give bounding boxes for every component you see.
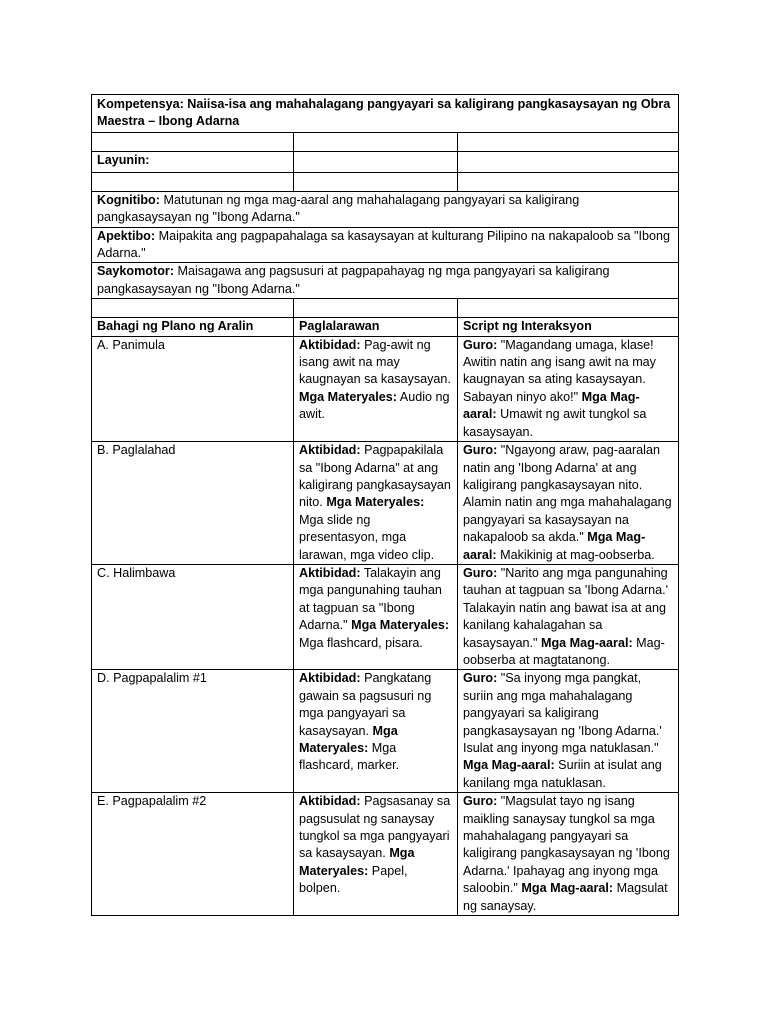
activity-text: Pangkatang gawain sa pagsusuri ng mga pangyayari sa kasaysayan.	[299, 671, 432, 738]
objective-kognitibo	[92, 191, 679, 227]
table-row	[92, 670, 679, 793]
materials-label: Mga Materyales:	[326, 495, 425, 510]
table-row	[92, 336, 679, 441]
students-label: Mga Mag-aaral:	[521, 881, 614, 896]
script-cell	[458, 564, 679, 669]
students-label: Mga Mag-aaral:	[463, 530, 646, 562]
objective-saykomotor	[92, 263, 679, 299]
activity-label: Aktibidad:	[299, 565, 361, 580]
materials-label: Mga Materyales:	[351, 618, 450, 633]
teacher-text: "Magsulat tayo ng isang maikling sanaysay tungkol sa mga mahahalagang pangyayari sa kaligirang pangkasaysayan ng 'Ibong Adarna.' Ipahayag ang inyong mga saloobin."	[463, 794, 670, 896]
objective-label: Kognitibo:	[97, 192, 160, 207]
materials-text: Mga slide ng presentasyon, mga larawan, mga video clip.	[299, 512, 435, 562]
kompetensya-text: Naiisa-isa ang mahahalagang pangyayari sa kaligirang pangkasaysayan ng Obra Maestra – Ibong Adarna	[97, 97, 671, 129]
objective-text: Maisagawa ang pagsusuri at pagpapahayag ng mga pangyayari sa kaligirang pangkasaysayan ng "Ibong Adarna."	[97, 264, 610, 296]
students-label: Mga Mag-aaral:	[540, 635, 633, 650]
materials-text: Mga flashcard, pisara.	[299, 635, 423, 650]
description-cell	[294, 442, 458, 565]
column-header-part: Bahagi ng Plano ng Aralin	[92, 318, 294, 336]
activity-text: Pag-awit ng isang awit na may kaugnayan sa kasaysayan.	[299, 337, 451, 387]
objective-label: Saykomotor:	[97, 264, 174, 279]
teacher-label: Guro:	[463, 671, 498, 686]
lesson-part: E. Pagpapalalim #2	[92, 793, 294, 916]
objective-label: Apektibo:	[97, 228, 156, 243]
students-text: Umawit ng awit tungkol sa kasaysayan.	[463, 407, 647, 439]
column-header-row	[92, 318, 679, 336]
kompetensya-cell	[92, 95, 679, 133]
materials-text: Audio ng awit.	[299, 389, 450, 422]
teacher-label: Guro:	[463, 337, 498, 352]
activity-text: Pagpapakilala sa "Ibong Adarna" at ang kaligirang pangkasaysayan nito.	[299, 443, 451, 510]
lesson-part: D. Pagpapalalim #1	[92, 670, 294, 793]
blank-row	[92, 132, 679, 151]
teacher-label: Guro:	[463, 443, 498, 458]
table-row	[92, 793, 679, 916]
blank-row	[92, 299, 679, 318]
students-text: Magsulat ng sanaysay.	[463, 881, 668, 913]
activity-label: Aktibidad:	[299, 671, 361, 686]
lesson-part: C. Halimbawa	[92, 564, 294, 669]
teacher-text: "Narito ang mga pangunahing tauhan at tagpuan sa 'Ibong Adarna.' Talakayin natin ang bawat isa at ang kanilang kahalagahan sa kasaysayan."	[463, 565, 669, 650]
students-text: Mag-oobserba at magtatanong.	[463, 635, 665, 667]
activity-label: Aktibidad:	[299, 794, 361, 809]
objective-apektibo	[92, 227, 679, 263]
description-cell	[294, 670, 458, 793]
teacher-text: "Sa inyong mga pangkat, suriin ang mga mahahalagang pangyayari sa kaligirang pangkasaysayan ng 'Ibong Adarna.' Isulat ang inyong mga natuklasan."	[463, 671, 662, 755]
materials-label: Mga Materyales:	[299, 723, 398, 755]
column-header-script: Script ng Interaksyon	[458, 318, 679, 336]
kompetensya-row	[92, 95, 679, 133]
students-label: Mga Mag-aaral:	[463, 758, 555, 773]
materials-text: Mga flashcard, marker.	[299, 741, 400, 773]
activity-label: Aktibidad:	[299, 337, 361, 352]
objective-text: Matutunan ng mga mag-aaral ang mahahalagang pangyayari sa kaligirang pangkasaysayan ng "Ibong Adarna."	[97, 192, 580, 225]
materials-text: Papel, bolpen.	[299, 863, 408, 896]
activity-text: Pagsasanay sa pagsusulat ng sanaysay tungkol sa mga pangyayari sa kasaysayan.	[299, 794, 451, 861]
lesson-part: A. Panimula	[92, 336, 294, 441]
column-header-description: Paglalarawan	[294, 318, 458, 336]
activity-text: Talakayin ang mga pangunahing tauhan at tagpuan sa "Ibong Adarna."	[299, 565, 442, 633]
students-label: Mga Mag-aaral:	[463, 389, 640, 422]
objective-row	[92, 263, 679, 299]
table-row	[92, 564, 679, 669]
teacher-label: Guro:	[463, 794, 498, 809]
description-cell	[294, 336, 458, 441]
students-text: Makikinig at mag-oobserba.	[496, 547, 655, 562]
objective-row	[92, 191, 679, 227]
lesson-plan-table	[91, 94, 679, 916]
objective-row	[92, 227, 679, 263]
teacher-text: "Ngayong araw, pag-aaralan natin ang 'Ibong Adarna' at ang kaligirang pangkasaysayan nito. Alamin natin ang mga mahahalagang pangyayari sa kasaysayan na nakapaloob sa akda."	[463, 443, 672, 545]
students-text: Suriin at isulat ang kanilang mga natuklasan.	[463, 758, 662, 790]
table-row	[92, 442, 679, 565]
script-cell	[458, 793, 679, 916]
materials-label: Mga Materyales:	[299, 389, 397, 404]
kompetensya-label: Kompetensya:	[97, 97, 184, 111]
script-cell	[458, 442, 679, 565]
description-cell	[294, 793, 458, 916]
description-cell	[294, 564, 458, 669]
objective-text: Maipakita ang pagpapahalaga sa kasaysayan at kulturang Pilipino na nakapaloob sa "Ibong Adarna."	[97, 228, 670, 261]
lesson-part: B. Paglalahad	[92, 442, 294, 565]
layunin-label: Layunin:	[92, 151, 294, 172]
script-cell	[458, 336, 679, 441]
layunin-row	[92, 151, 679, 172]
teacher-label: Guro:	[463, 565, 498, 580]
teacher-text: "Magandang umaga, klase! Awitin natin ang isang awit na may kaugnayan sa ating kasaysayan. Sabayan ninyo ako!"	[463, 337, 656, 404]
activity-label: Aktibidad:	[299, 443, 361, 458]
materials-label: Mga Materyales:	[299, 846, 415, 878]
script-cell	[458, 670, 679, 793]
blank-row	[92, 172, 679, 191]
